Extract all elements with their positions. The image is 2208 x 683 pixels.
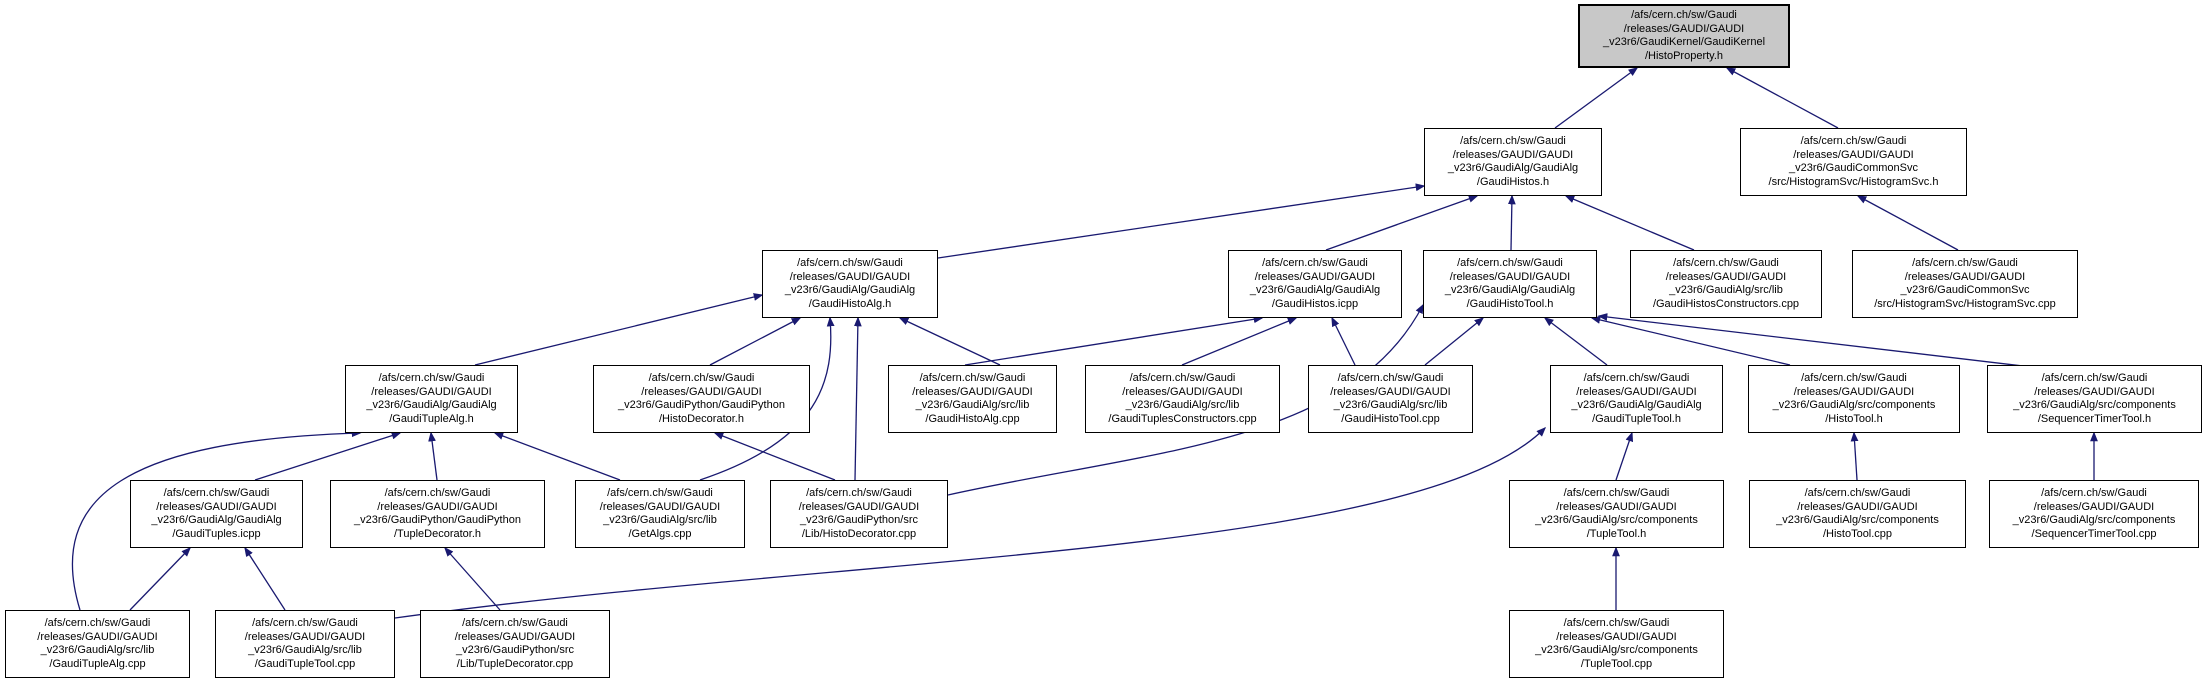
edge-getalgs_cpp--to--gaudituplealg_h	[495, 433, 620, 480]
node-label-line: /releases/GAUDI/GAUDI	[244, 630, 366, 643]
node-label-line: /TupleDecorator.h	[393, 527, 482, 540]
node-label-line: /releases/GAUDI/GAUDI	[1556, 500, 1677, 513]
node-label-line: /afs/cern.ch/sw/Gaudi	[378, 372, 485, 384]
graph-node-gaudihistos_icpp[interactable]	[1228, 250, 1402, 318]
node-label-line: /releases/GAUDI/GAUDI	[1330, 385, 1451, 398]
node-label-line: _v23r6/GaudiAlg/src/lib	[915, 399, 1030, 411]
node-label-line: /afs/cern.ch/sw/Gaudi	[1563, 617, 1670, 629]
node-label-line: _v23r6/GaudiCommonSvc	[1900, 284, 2030, 296]
node-label-line: /afs/cern.ch/sw/Gaudi	[1801, 372, 1907, 384]
edge-gaudituplealg_h--to--gaudihistoalg_h	[475, 295, 762, 365]
node-label-line: /afs/cern.ch/sw/Gaudi	[806, 487, 912, 499]
edge-tupledecorator_h--to--gaudituplealg_h	[431, 433, 437, 480]
node-label-line: /afs/cern.ch/sw/Gaudi	[1804, 487, 1911, 499]
node-label-line: /afs/cern.ch/sw/Gaudi	[44, 617, 151, 629]
edge-histotool_cpp--to--histotool_h	[1854, 433, 1857, 480]
edge-tupletool_h--to--gauditupletool_h	[1616, 433, 1632, 480]
node-label-line: /releases/GAUDI/GAUDI	[912, 385, 1033, 398]
node-label-line: _v23r6/GaudiKernel/GaudiKernel	[1602, 36, 1766, 48]
edge-gauditupletool_h--to--gaudihistotool_h	[1545, 318, 1607, 365]
edge-gaudituplesconstructors_cpp--to--gaudihistos_icpp	[1182, 318, 1296, 365]
graph-node-sequencertimertool_cpp[interactable]	[1989, 480, 2199, 548]
node-label-line: _v23r6/GaudiPython/GaudiPython	[354, 514, 521, 526]
edge-histodecorator_h--to--gaudihistoalg_h	[710, 318, 800, 365]
node-label-line: _v23r6/GaudiAlg/GaudiAlg	[784, 284, 916, 296]
node-label-line: /releases/GAUDI/GAUDI	[1449, 270, 1571, 283]
node-label-line: /releases/GAUDI/GAUDI	[371, 385, 492, 398]
graph-node-gaudituplealg_h[interactable]	[345, 365, 518, 433]
graph-node-histotool_cpp[interactable]	[1749, 480, 1966, 548]
node-label-line: /releases/GAUDI/GAUDI	[2034, 385, 2155, 398]
node-label-line: /GaudiTuples.icpp	[172, 527, 261, 540]
edge-histogramsvc_cpp--to--histogramsvc_h	[1858, 196, 1958, 250]
node-label-line: _v23r6/GaudiAlg/src/components	[1535, 514, 1698, 526]
node-label-line: /afs/cern.ch/sw/Gaudi	[1912, 257, 2018, 269]
node-label-line: _v23r6/GaudiAlg/src/components	[1535, 644, 1698, 656]
node-label-line: /releases/GAUDI/GAUDI	[1254, 270, 1376, 283]
node-label-line: /GaudiTupleAlg.cpp	[49, 657, 146, 670]
node-label-line: /afs/cern.ch/sw/Gaudi	[1337, 372, 1444, 384]
node-label-line: /SequencerTimerTool.cpp	[2031, 527, 2157, 540]
node-label-line: _v23r6/GaudiPython/src	[799, 514, 918, 526]
node-label-line: /afs/cern.ch/sw/Gaudi	[1457, 257, 1563, 269]
graph-node-gaudihistotool_cpp[interactable]	[1308, 365, 1473, 433]
node-label-line: /afs/cern.ch/sw/Gaudi	[1262, 257, 1368, 269]
node-label-line: /GaudiTuplesConstructors.cpp	[1108, 412, 1257, 425]
graph-node-histogramsvc_h[interactable]	[1740, 128, 1967, 196]
node-label-line: _v23r6/GaudiAlg/GaudiAlg	[366, 399, 497, 411]
node-label-line: /afs/cern.ch/sw/Gaudi	[2041, 372, 2148, 384]
graph-node-histodecorator_h[interactable]	[593, 365, 810, 433]
graph-node-histoproperty_h	[1578, 4, 1790, 68]
node-label-line: /releases/GAUDI/GAUDI	[641, 385, 762, 398]
node-label-line: /Lib/HistoDecorator.cpp	[801, 527, 917, 540]
node-label-line: /releases/GAUDI/GAUDI	[798, 500, 920, 513]
node-label-line: _v23r6/GaudiAlg/src/lib	[1669, 284, 1783, 296]
node-label-line: /afs/cern.ch/sw/Gaudi	[1583, 372, 1690, 384]
node-label-line: _v23r6/GaudiAlg/src/components	[1776, 514, 1939, 526]
node-label-line: /GaudiHistoAlg.cpp	[925, 412, 1020, 425]
edge-gaudihistosconstructors_cpp--to--gaudihistos_h	[1566, 196, 1694, 250]
node-label-line: /releases/GAUDI/GAUDI	[1452, 148, 1574, 161]
node-label-line: /afs/cern.ch/sw/Gaudi	[919, 372, 1026, 384]
node-label-line: /afs/cern.ch/sw/Gaudi	[462, 617, 568, 629]
edge-gauditupletool_cpp--to--gaudituples_icpp	[245, 548, 285, 610]
node-label-line: _v23r6/GaudiAlg/src/components	[2013, 399, 2176, 411]
edge-gaudihistotool_h--to--gaudihistos_h	[1511, 196, 1512, 250]
node-label-line: /src/HistogramSvc/HistogramSvc.cpp	[1874, 297, 2056, 310]
edge-sequencertimertool_h--to--gaudihistotool_h	[1599, 316, 2040, 368]
node-label-line: /afs/cern.ch/sw/Gaudi	[384, 487, 491, 499]
node-label-line: /afs/cern.ch/sw/Gaudi	[1129, 372, 1236, 384]
node-label-line: /Lib/TupleDecorator.cpp	[456, 657, 574, 670]
node-label-line: /afs/cern.ch/sw/Gaudi	[2041, 487, 2147, 499]
node-label-line: _v23r6/GaudiAlg/src/components	[2012, 514, 2176, 526]
graph-node-gaudihistotool_h[interactable]	[1423, 250, 1597, 318]
node-label-line: /GaudiHistoAlg.h	[808, 297, 892, 310]
node-label-line: /afs/cern.ch/sw/Gaudi	[648, 372, 755, 384]
node-label-line: /afs/cern.ch/sw/Gaudi	[1460, 135, 1566, 147]
edge-gaudihistos_icpp--to--gaudihistos_h	[1326, 196, 1477, 250]
node-label-line: /GaudiHistos.h	[1476, 175, 1550, 188]
graph-node-gaudituplesconstructors_cpp[interactable]	[1085, 365, 1280, 433]
node-label-line: /afs/cern.ch/sw/Gaudi	[163, 487, 270, 499]
graph-node-gaudihistosconstructors_cpp[interactable]	[1630, 250, 1822, 318]
node-label-line: _v23r6/GaudiPython/GaudiPython	[618, 399, 785, 411]
graph-node-tupletool_h[interactable]	[1509, 480, 1724, 548]
graph-node-getalgs_cpp[interactable]	[575, 480, 745, 548]
node-label-line: /HistoDecorator.h	[659, 412, 744, 425]
node-label-line: /TupleTool.cpp	[1580, 657, 1653, 670]
node-label-line: /GaudiHistoTool.h	[1466, 297, 1554, 310]
node-label-line: /releases/GAUDI/GAUDI	[156, 500, 277, 513]
node-label-line: /releases/GAUDI/GAUDI	[1556, 630, 1677, 643]
node-label-line: /releases/GAUDI/GAUDI	[2033, 500, 2155, 513]
edge-histodecorator_cpp--to--histodecorator_h	[715, 433, 835, 480]
node-label-line: /GaudiHistosConstructors.cpp	[1652, 297, 1800, 310]
node-label-line: /releases/GAUDI/GAUDI	[377, 500, 498, 513]
graph-node-gauditupletool_h[interactable]	[1550, 365, 1723, 433]
node-label-line: /releases/GAUDI/GAUDI	[599, 500, 721, 513]
edge-gaudihistoalg_h--to--gaudihistos_h	[938, 186, 1424, 258]
node-label-line: /SequencerTimerTool.h	[2037, 412, 2152, 425]
graph-node-gaudihistoalg_h[interactable]	[762, 250, 938, 318]
node-label-line: /releases/GAUDI/GAUDI	[789, 270, 911, 283]
node-label-line: /HistoTool.cpp	[1822, 527, 1893, 540]
node-label-line: /releases/GAUDI/GAUDI	[1793, 148, 1914, 161]
graph-node-histogramsvc_cpp[interactable]	[1852, 250, 2078, 318]
edge-gaudituples_icpp--to--gaudituplealg_h	[255, 433, 400, 480]
edge-histotool_h--to--gaudihistotool_h	[1592, 318, 1790, 365]
graph-node-gaudihistos_h[interactable]	[1424, 128, 1602, 196]
node-label-line: /releases/GAUDI/GAUDI	[1797, 500, 1918, 513]
edge-gaudihistoalg_cpp--to--gaudihistoalg_h	[900, 318, 1000, 365]
node-label-line: /TupleTool.h	[1586, 527, 1647, 540]
node-label-line: /releases/GAUDI/GAUDI	[37, 630, 158, 643]
graph-node-tupletool_cpp[interactable]	[1509, 610, 1724, 678]
node-label-line: /GaudiTupleAlg.h	[389, 412, 474, 425]
edge-gaudihistos_h--to--histoproperty_h	[1555, 68, 1637, 128]
node-label-line: /GaudiHistos.icpp	[1271, 297, 1359, 310]
edge-gaudihistotool_cpp--to--gaudihistos_icpp	[1332, 318, 1355, 365]
graph-node-histodecorator_cpp[interactable]	[770, 480, 948, 548]
node-label-line: /afs/cern.ch/sw/Gaudi	[252, 617, 358, 629]
graph-node-gaudituples_icpp[interactable]	[130, 480, 303, 548]
node-label-line: _v23r6/GaudiAlg/GaudiAlg	[151, 514, 282, 526]
graph-node-sequencertimertool_h[interactable]	[1987, 365, 2202, 433]
node-label-line: /afs/cern.ch/sw/Gaudi	[1800, 135, 1907, 147]
node-label-line: _v23r6/GaudiAlg/src/lib	[248, 644, 362, 656]
node-label-line: _v23r6/GaudiAlg/src/lib	[603, 514, 717, 526]
node-label-line: _v23r6/GaudiAlg/GaudiAlg	[1447, 162, 1579, 174]
node-label-line: /releases/GAUDI/GAUDI	[1793, 385, 1915, 398]
node-label-line: /afs/cern.ch/sw/Gaudi	[607, 487, 713, 499]
node-label-line: /releases/GAUDI/GAUDI	[1904, 270, 2026, 283]
edge-histogramsvc_h--to--histoproperty_h	[1727, 68, 1838, 128]
node-label-line: /afs/cern.ch/sw/Gaudi	[1631, 9, 1737, 21]
node-label-line: /afs/cern.ch/sw/Gaudi	[1563, 487, 1670, 499]
node-label-line: /releases/GAUDI/GAUDI	[1576, 385, 1697, 398]
node-label-line: /GaudiTupleTool.cpp	[254, 657, 356, 670]
graph-node-tupledecorator_h[interactable]	[330, 480, 545, 548]
node-label-line: _v23r6/GaudiAlg/src/lib	[40, 644, 155, 656]
node-label-line: /releases/GAUDI/GAUDI	[1623, 22, 1745, 35]
edge-histodecorator_cpp--to--gaudihistoalg_h	[855, 318, 858, 480]
edge-gaudihistoalg_cpp--to--gaudihistos_icpp	[965, 318, 1262, 365]
node-label-line: /src/HistogramSvc/HistogramSvc.h	[1768, 175, 1939, 188]
node-label-line: _v23r6/GaudiCommonSvc	[1788, 162, 1918, 174]
graph-node-histotool_h[interactable]	[1748, 365, 1960, 433]
node-label-line: _v23r6/GaudiAlg/src/lib	[1125, 399, 1240, 411]
node-label-line: /HistoProperty.h	[1644, 49, 1724, 62]
node-label-line: /releases/GAUDI/GAUDI	[1122, 385, 1243, 398]
node-label-line: /releases/GAUDI/GAUDI	[1665, 270, 1787, 283]
node-label-line: /HistoTool.h	[1825, 412, 1883, 425]
node-label-line: /GetAlgs.cpp	[628, 527, 692, 540]
edge-gaudituplealg_cpp--to--gaudituples_icpp	[130, 548, 190, 610]
edge-gaudihistotool_cpp--to--gaudihistotool_h	[1425, 318, 1483, 365]
node-label-line: /afs/cern.ch/sw/Gaudi	[797, 257, 903, 269]
node-label-line: _v23r6/GaudiAlg/src/components	[1772, 399, 1936, 411]
graph-node-gaudituplealg_cpp[interactable]	[5, 610, 190, 678]
node-label-line: /releases/GAUDI/GAUDI	[454, 630, 576, 643]
edge-tupledecorator_cpp--to--tupledecorator_h	[445, 548, 500, 610]
node-label-line: _v23r6/GaudiAlg/GaudiAlg	[1444, 284, 1576, 296]
graph-node-tupledecorator_cpp[interactable]	[420, 610, 610, 678]
graph-node-gauditupletool_cpp[interactable]	[215, 610, 395, 678]
edge-gauditupletool_cpp--to--gauditupletool_h	[395, 428, 1545, 618]
node-label-line: /GaudiTupleTool.h	[1592, 412, 1681, 425]
node-label-line: /GaudiHistoTool.cpp	[1341, 412, 1440, 425]
node-label-line: _v23r6/GaudiAlg/GaudiAlg	[1571, 399, 1702, 411]
graph-node-gaudihistoalg_cpp[interactable]	[888, 365, 1057, 433]
node-label-line: _v23r6/GaudiAlg/GaudiAlg	[1249, 284, 1381, 296]
node-label-line: _v23r6/GaudiAlg/src/lib	[1333, 399, 1448, 411]
node-label-line: /afs/cern.ch/sw/Gaudi	[1673, 257, 1779, 269]
node-label-line: _v23r6/GaudiPython/src	[455, 644, 574, 656]
